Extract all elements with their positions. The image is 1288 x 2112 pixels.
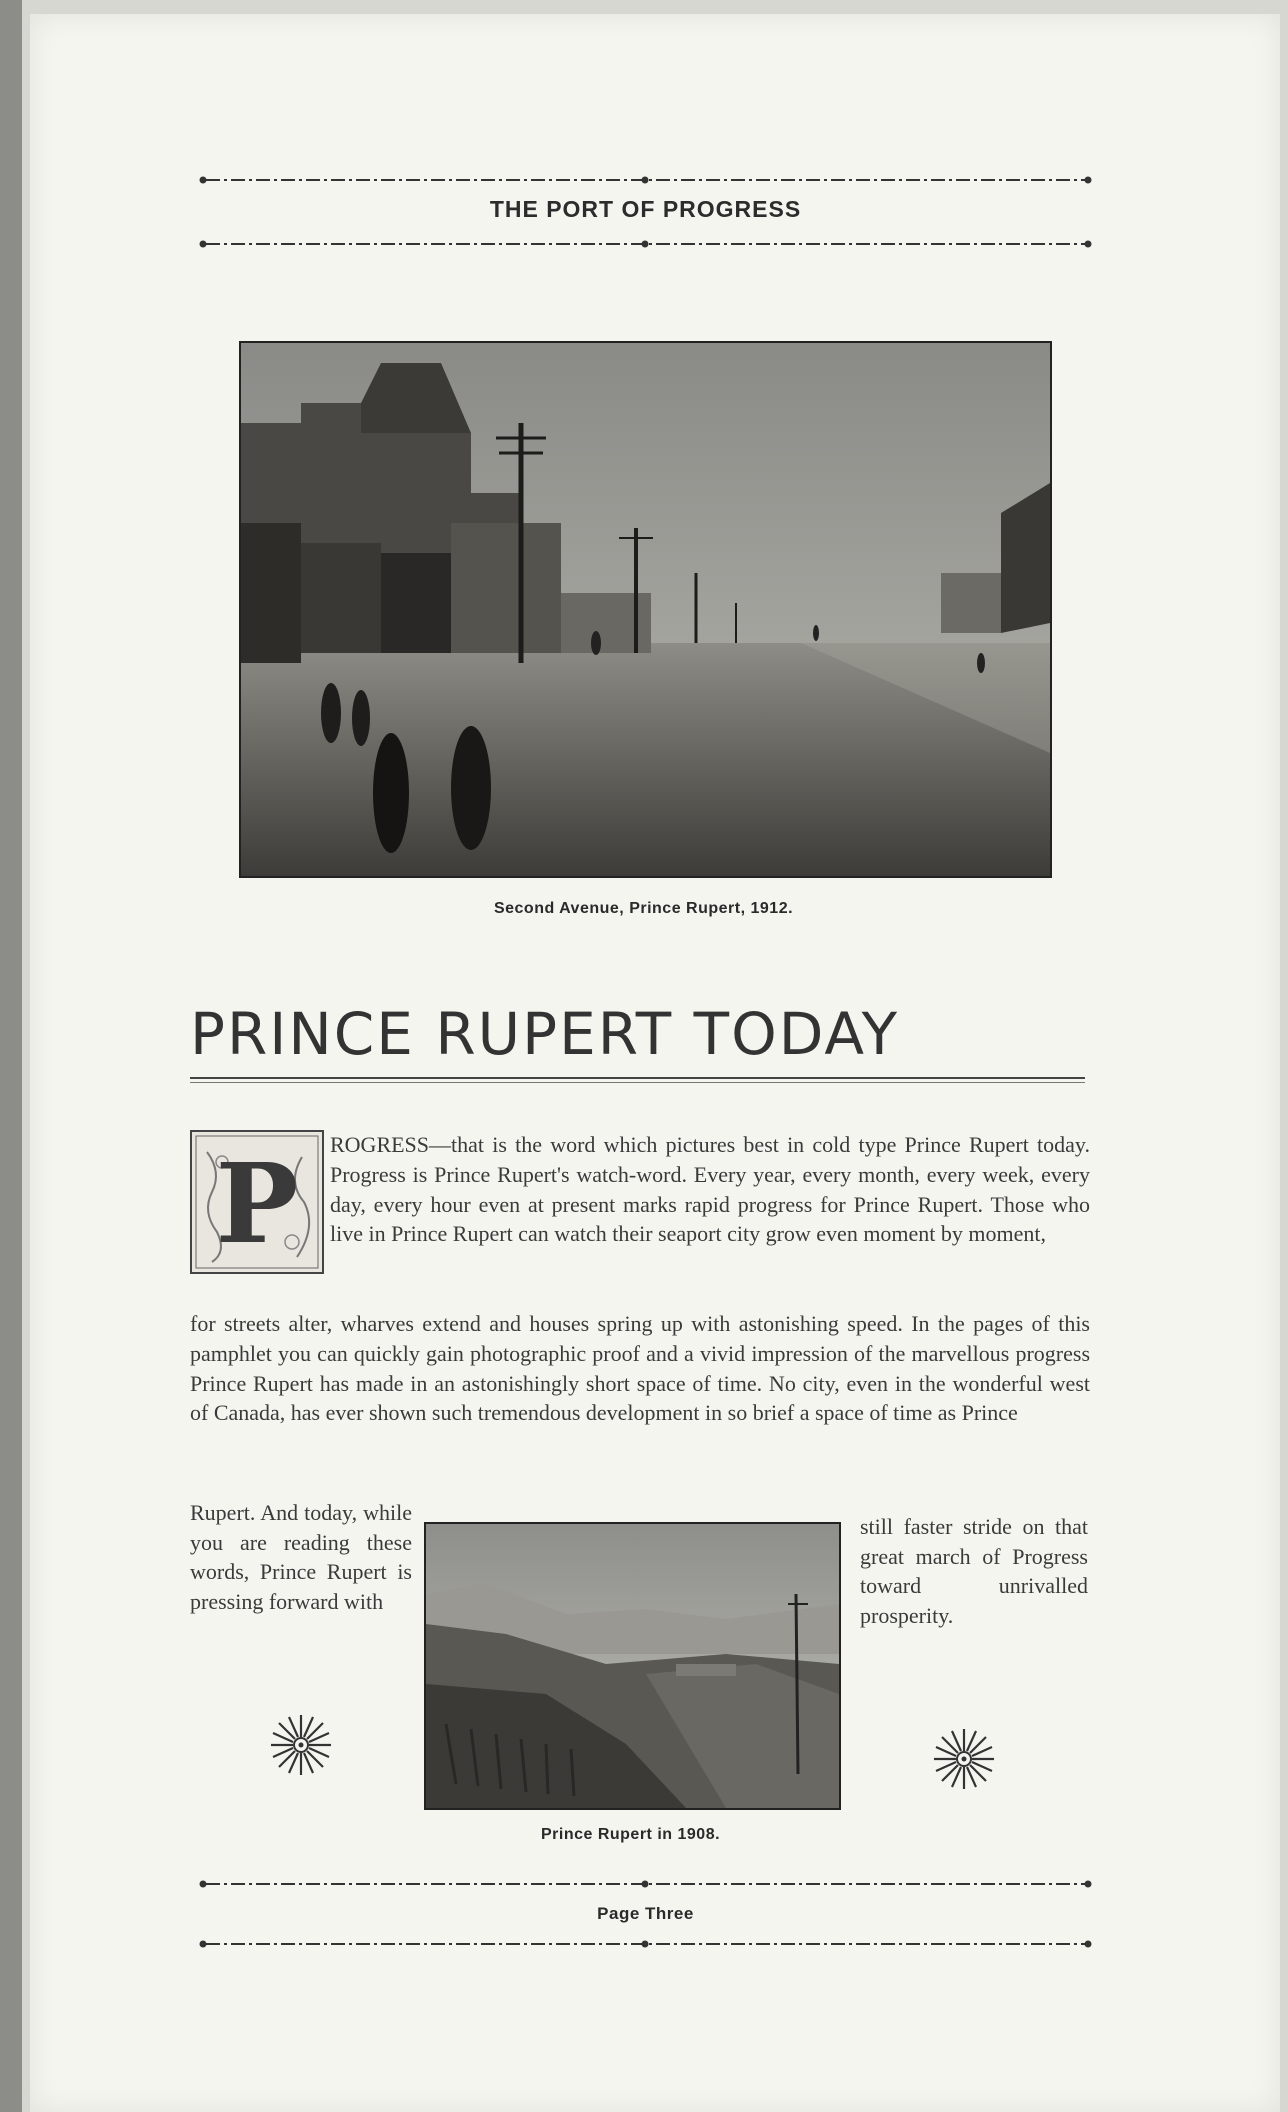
ornamental-rule-top-upper	[198, 174, 1093, 186]
page-number: Page Three	[597, 1904, 694, 1923]
inset-photo	[424, 1522, 841, 1810]
street-photo	[239, 341, 1052, 878]
title-underline	[190, 1077, 1085, 1079]
ornamental-rule-bottom-lower	[198, 1938, 1093, 1950]
article-title: PRINCE RUPERT TODAY	[190, 1000, 899, 1068]
paragraph-lead: ROGRESS—that is the word which pictures best in cold type Prince Rupert today. Progress is Prince Rupert's watch-word. Every year, every month, every week, every day, every hour even at present marks rapid progress for Prince Rupert. Those who live in Prince Rupert can watch their seaport city grow even moment by moment,	[330, 1132, 1090, 1247]
svg-text:P: P	[215, 1139, 299, 1268]
scan-edge	[0, 0, 22, 2112]
running-header: THE PORT OF PROGRESS	[489, 196, 802, 222]
ornamental-rule-top-lower	[198, 238, 1093, 250]
title-underline-thin	[190, 1082, 1085, 1083]
sunburst-ornament-right	[931, 1726, 997, 1792]
column-left-text: Rupert. And today, while you are reading these words, Prince Rupert is pressing forward with	[190, 1500, 412, 1614]
ornamental-rule-bottom-upper	[198, 1878, 1093, 1890]
street-photo-caption: Second Avenue, Prince Rupert, 1912.	[493, 900, 794, 917]
paragraph-continued: for streets alter, wharves extend and houses spring up with astonishing speed. In the pages of this pamphlet you can quickly gain photographic proof and a vivid impression of the marvellous progress Prince Rupert has made in an astonishingly short space of time. No city, even in the wonderful west of Canada, has ever shown such tremendous development in so brief a space of time as Prince	[190, 1311, 1090, 1426]
drop-cap	[190, 1130, 324, 1274]
sunburst-ornament-left	[268, 1712, 334, 1778]
inset-photo-caption: Prince Rupert in 1908.	[540, 1826, 721, 1843]
column-right-text: still faster stride on that great march of Progress toward unrivalled prosperity.	[860, 1514, 1088, 1628]
